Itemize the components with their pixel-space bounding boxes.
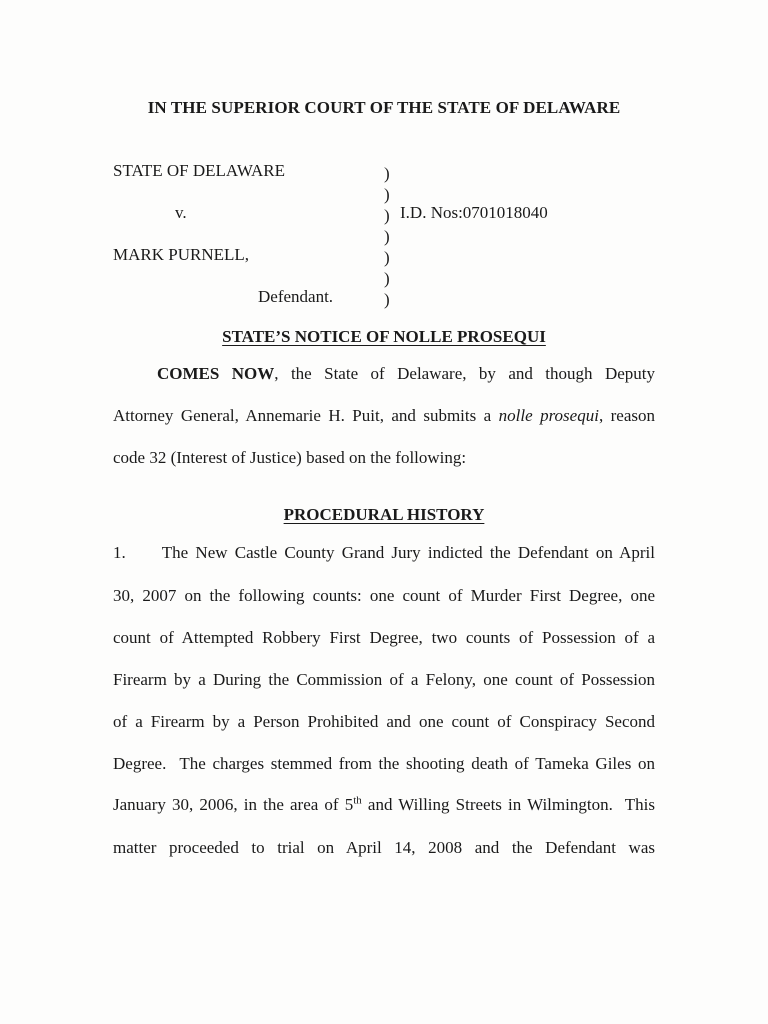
caption-paren: ) [384,185,390,204]
history-line: Firearm by a During the Commission of a Felony, one count of Possession [113,670,655,689]
caption-paren: ) [384,248,390,267]
intro-line-3: code 32 (Interest of Justice) based on the following: [113,448,467,467]
procedural-history-title: PROCEDURAL HISTORY [283,505,485,524]
history-line: 1. The New Castle County Grand Jury indicted the Defendant on April [113,543,655,562]
intro-lead: COMES NOW [157,364,275,383]
history-line [113,795,655,815]
caption-paren: ) [384,269,390,288]
caption-paren: ) [384,206,390,225]
caption-paren: ) [384,227,390,246]
history-line: 30, 2007 on the following counts: one count of Murder First Degree, one [113,586,655,605]
ordinal-suffix: th [353,794,362,807]
caption-paren: ) [384,290,390,309]
history-line7-a: January 30, 2006, in the area of 5 [113,795,354,814]
history-line: of a Firearm by a Person Prohibited and one count of Conspiracy Second [113,712,655,731]
history-line7-b: and Willing Streets in Wilmington. This [361,795,655,814]
versus-label: v. [175,203,187,222]
history-line: Degree. The charges stemmed from the shooting death of Tameka Giles on [113,754,655,773]
nolle-prosequi-italic: nolle prosequi [498,406,599,425]
defendant-name: MARK PURNELL, [113,245,250,264]
history-line: count of Attempted Robbery First Degree, two counts of Possession of a [113,628,655,647]
notice-title: STATE’S NOTICE OF NOLLE PROSEQUI [222,327,546,346]
intro-line-1 [157,364,655,384]
intro-line1-rest: , the State of Delaware, by and though Deputy [274,364,655,383]
history-line: matter proceeded to trial on April 14, 2008 and the Defendant was [113,838,655,857]
intro-line-2 [113,406,655,426]
intro-line2-b: , reason [598,406,655,425]
plaintiff-name: STATE OF DELAWARE [113,161,285,180]
court-title: IN THE SUPERIOR COURT OF THE STATE OF DELAWARE [147,98,621,117]
case-id-number: I.D. Nos:0701018040 [400,203,548,222]
caption-paren: ) [384,164,390,183]
intro-line2-a: Attorney General, Annemarie H. Puit, and submits a [113,406,499,425]
defendant-role: Defendant. [258,287,334,306]
